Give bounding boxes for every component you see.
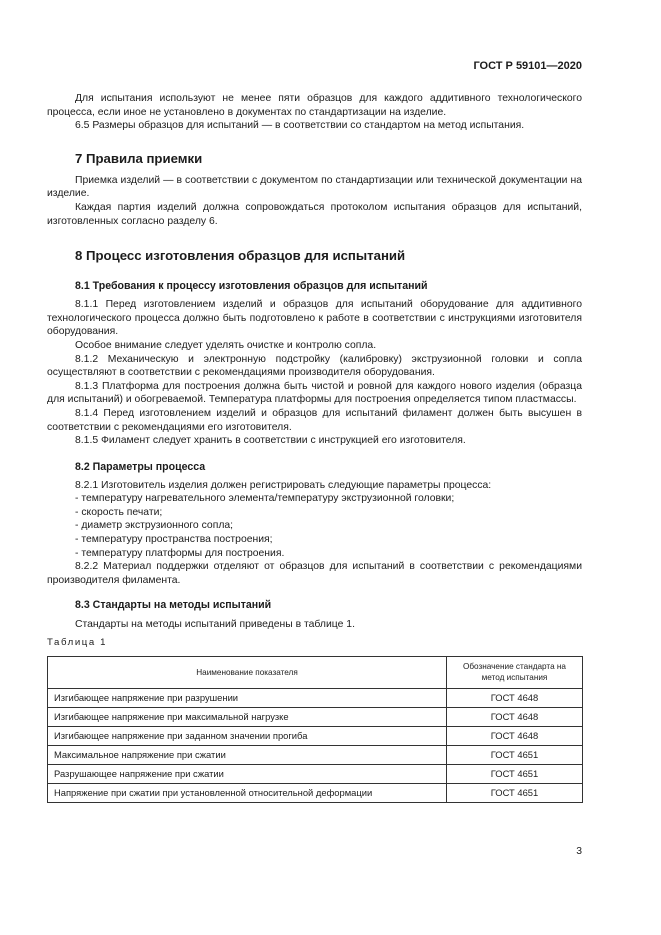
standards-table xyxy=(47,656,583,803)
subsection-8-2-heading: 8.2 Параметры процесса xyxy=(75,460,206,473)
indicator-cell: Изгибающее напряжение при разрушении xyxy=(48,688,447,707)
process-param-item: - температуру нагревательного элемента/температуру экструзионной головки; xyxy=(75,493,455,505)
table-row xyxy=(48,688,583,707)
page-content xyxy=(47,92,582,803)
process-param-item: - температуру платформы для построения. xyxy=(75,547,285,559)
standard-cell: ГОСТ 4651 xyxy=(447,764,583,783)
indicator-cell: Максимальное напряжение при сжатии xyxy=(48,745,447,764)
indicator-cell: Изгибающее напряжение при максимальной нагрузке xyxy=(48,707,447,726)
indicator-cell: Разрушающее напряжение при сжатии xyxy=(48,764,447,783)
clause-8-2-2: 8.2.2 Материал поддержки отделяют от образцов для испытаний в соответствии с рекомендациями производителя филамента. xyxy=(47,561,582,586)
process-param-item: - скорость печати; xyxy=(75,506,163,518)
indicator-cell: Изгибающее напряжение при заданном значении прогиба xyxy=(48,726,447,745)
standard-cell: ГОСТ 4648 xyxy=(447,688,583,707)
header-standard-designation: Обозначение стандарта на метод испытания xyxy=(447,656,583,688)
section-7-heading: 7 Правила приемки xyxy=(75,150,203,166)
table-row xyxy=(48,783,583,802)
clause-8-1-5: 8.1.5 Филамент следует хранить в соответствии с инструкцией его изготовителя. xyxy=(75,435,466,447)
clause-8-1-4: 8.1.4 Перед изготовлением изделий и образцов для испытаний филамент должен быть высушен в соответствии с рекомендациями его изготовителя. xyxy=(47,407,582,433)
table-caption: Таблица 1 xyxy=(47,637,108,649)
process-param-item: - температуру пространства построения; xyxy=(75,534,273,546)
clause-8-1-2: 8.1.2 Механическую и электронную подстройку (калибровку) экструзионной головки и сопла осуществляют в соответствии с рекомендациями производителя оборудования. xyxy=(47,353,582,379)
standard-cell: ГОСТ 4648 xyxy=(447,726,583,745)
header-indicator-name: Наименование показателя xyxy=(48,656,447,688)
clause-6-5: 6.5 Размеры образцов для испытаний — в соответствии со стандартом на метод испытания. xyxy=(75,120,525,132)
document-code-header: ГОСТ Р 59101—2020 xyxy=(473,60,582,72)
section-7-paragraph-1: Приемка изделий — в соответствии с документом по стандартизации или технической документации на изделие. xyxy=(47,174,582,200)
section-8-heading: 8 Процесс изготовления образцов для испытаний xyxy=(75,248,406,264)
intro-paragraph: Для испытания используют не менее пяти образцов для каждого аддитивного технологического процесса, если иное не установлено в документах по стандартизации на изделие. xyxy=(47,93,582,118)
table-row xyxy=(48,764,583,783)
table-row xyxy=(48,726,583,745)
clause-8-1-1-note: Особое внимание следует уделять очистке и контролю сопла. xyxy=(75,339,377,351)
indicator-cell: Напряжение при сжатии при установленной относительной деформации xyxy=(48,783,447,802)
clause-8-2-1: 8.2.1 Изготовитель изделия должен регистрировать следующие параметры процесса: xyxy=(75,479,492,491)
table-row xyxy=(48,745,583,764)
section-7-paragraph-2: Каждая партия изделий должна сопровождаться протоколом испытания образцов для испытаний, изготовленных согласно разделу 6. xyxy=(47,201,582,227)
clause-8-3-text: Стандарты на методы испытаний приведены в таблице 1. xyxy=(75,619,355,631)
subsection-8-3-heading: 8.3 Стандарты на методы испытаний xyxy=(75,599,272,612)
table-header-row xyxy=(48,656,583,688)
clause-8-1-3: 8.1.3 Платформа для построения должна быть чистой и ровной для каждого нового изделия (образца для испытаний) и обогреваемой. Температура платформы для построения определяется типом пластмассы. xyxy=(47,380,582,406)
clause-8-1-1: 8.1.1 Перед изготовлением изделий и образцов для испытаний оборудование для аддитивного технологического процесса должно быть подготовлено к работе в соответствии с инструкциями изготовителя оборудования. xyxy=(47,299,582,338)
standard-cell: ГОСТ 4651 xyxy=(447,783,583,802)
table-row xyxy=(48,707,583,726)
subsection-8-1-heading: 8.1 Требования к процессу изготовления образцов для испытаний xyxy=(75,280,428,293)
standard-cell: ГОСТ 4648 xyxy=(447,707,583,726)
page-number: 3 xyxy=(576,846,582,857)
standard-cell: ГОСТ 4651 xyxy=(447,745,583,764)
process-param-item: - диаметр экструзионного сопла; xyxy=(75,520,234,532)
